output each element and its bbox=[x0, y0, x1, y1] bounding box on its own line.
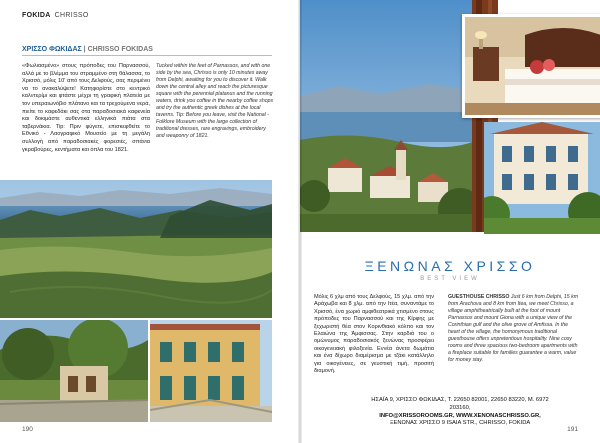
article-title-separator: | bbox=[81, 46, 88, 53]
page-number-right: 191 bbox=[567, 426, 578, 433]
page-number-left: 190 bbox=[22, 426, 33, 433]
guesthouse-subtitle: BEST VIEW bbox=[420, 276, 480, 282]
article-body-english: Tucked within the feet of Parnassos, and with one side by the sea, Chrisso is only 10 minutes away from Delphi, awaiting for you to discover it. Walk down the central alley and reach the picturesque square with the perennial platanus and the running waters, drink you coffee in the nearby coffee shops and try the authentic greek dishes at the local taverns. Tip: Before you leave, visit the National - Folklore Museum with the large collection of traditional dresses, rare engravings, embroidery and weaponry of 1821. bbox=[156, 63, 274, 139]
photo-landscape-gulf bbox=[0, 180, 272, 318]
right-page bbox=[300, 0, 600, 443]
photo-guesthouse-exterior bbox=[484, 122, 600, 234]
guesthouse-body-greek: Μόλις 6 χλμ από τους Δελφούς, 15 χλμ. από την Αράχωβα και 8 χλμ. από την Ιτέα, συναντάμε το Χρισσό, ένα χωριό αμφιθεατρικά χτισμένο στους πρόποδες του Παρνασσού και της Κίρφης με ξεχωριστή θέα στον Κορινθιακό κόλπο και τον Ελαιώνα της Άμφισσας. Στην καρδιά του ο ομώνυμος παραδοσιακός ξενώνας προσφέρει οικογενειακή φιλοξενία. Εννέα άνετα δωμάτια και ένα δίχωρο διαμέρισμα με τζάκι κατάλληλο για οικογένειες, σε γευστική τιμή, προσιτή διαμονή. bbox=[314, 294, 434, 375]
contact-address: ΗΣΑΪΑ 9, ΧΡΙΣΣΟ ΦΩΚΙΔΑΣ, Τ. 22650 82001, 22650 83220, Μ. 6972 203160, bbox=[371, 397, 549, 411]
guesthouse-body-english-text: Just 6 km from Delphi, 15 km from Arachova and 8 km from Itea, we meet Chrisso, a village amphitheatrically built at the foot of mount Parnassos and mount Giona with a unique view of the Corinthian gulf and the olive grove of Amfissa. In the heart of the village, the homonymous traditional guesthouse offers unpretentious hospitality. Nine cosy rooms and three spacious two-bedroom apartments with a fireplace suitable for families guarantee a warm, value for money stay. bbox=[448, 294, 579, 363]
article-title bbox=[22, 46, 272, 56]
contact-address-en: ΞΕΝΩΝΑΣ ΧΡΙΣΣΟ 9 ISAIA STR., CHRISSO, FOKIDA bbox=[389, 420, 531, 427]
article-body-greek: «Φωλιασμένο» στους πρόποδες του Παρνασσού, αλλά με το βλέμμα του στραμμένο στη θάλασσα, το Χρισσό, μόλις 10' από τους Δελφούς, σας περιμένει να το ανακαλύψετε! Κατηφορίστε στο κεντρικό καλντερίμι και φτάστε μέχρι τη γραφική πλατεία με τον υπεραιωνόβιο πλάτανο και τα τρεχούμενα νερά, πιείτε το καφεδάκι σας στα παραδοσιακά καφενεία και δοκιμάστε αυθεντικά ελληνικά πιάτα στα ταβερνάκια. Tip: Πριν φύγετε, επισκεφθείτε το Εθνικό - Λαογραφικό Μουσείο με τη μεγάλη συλλογή από παραδοσιακές φορεσιές, σπάνια γκραβούρες, κεντήματα και όπλα του 1821. bbox=[22, 63, 150, 153]
photo-village-view bbox=[300, 0, 482, 232]
article-title-gr: ΧΡΙΣΣΟ ΦΩΚΙΔΑΣ bbox=[22, 46, 82, 53]
photo-courtyard-garden bbox=[0, 320, 148, 422]
section-tag-sub: CHRISSO bbox=[54, 12, 89, 19]
guesthouse-body-english bbox=[448, 294, 580, 364]
contact-email-web: INFO@XRISSOROOMS.GR, WWW.XENONASCHRISSO.GR, bbox=[379, 412, 541, 419]
photo-museum-building bbox=[150, 320, 272, 422]
section-tag bbox=[22, 12, 89, 19]
spine-gutter bbox=[298, 0, 302, 443]
section-tag-main: FOKIDA bbox=[22, 12, 51, 19]
article-title-en: CHRISSO FOKIDAS bbox=[87, 46, 153, 53]
photo-guest-room bbox=[462, 14, 600, 118]
guesthouse-body-english-lead: GUESTHOUSE CHRISSO bbox=[448, 294, 510, 300]
contact-footer bbox=[360, 397, 560, 428]
guesthouse-title: ΞΕΝΩΝΑΣ ΧΡΙΣΣΟ bbox=[364, 258, 536, 274]
